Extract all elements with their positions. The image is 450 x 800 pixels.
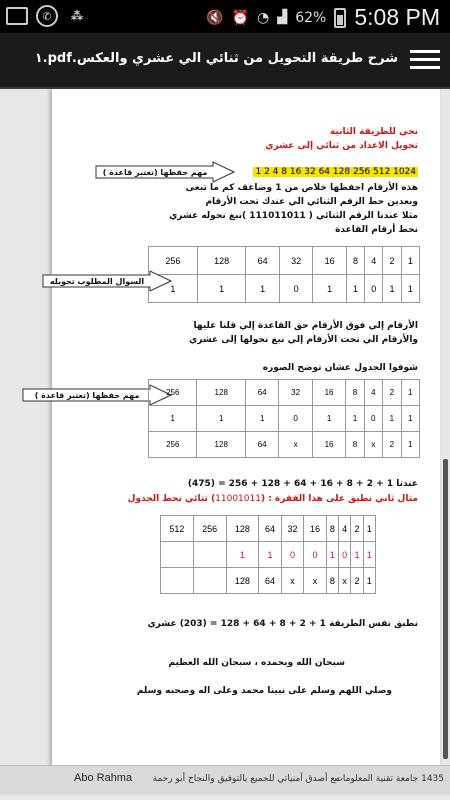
table-cell: 0: [364, 406, 382, 432]
table-cell: 2: [351, 568, 363, 594]
table3-result-row: [161, 568, 376, 594]
alarm-icon: ⏰: [231, 9, 249, 26]
signal-icon: ▟: [277, 10, 288, 25]
example-number: 11001011: [215, 494, 261, 504]
table-cell: 1: [245, 406, 278, 432]
pdf-page[interactable]: [34, 89, 440, 769]
whatsapp-icon: ✆: [36, 5, 58, 27]
document-title: شرح طريقة التحويل من ثنائي الي عشري والعكس.pdf.١: [34, 51, 398, 66]
table-cell: 128: [197, 247, 246, 275]
table2-powers-row: [149, 380, 420, 406]
table-cell: 1: [197, 406, 245, 432]
table-cell: 1: [401, 432, 420, 458]
table1-powers-row: [149, 247, 420, 275]
table-cell: 256: [149, 432, 197, 458]
status-bar: [0, 0, 450, 33]
table-cell: 1: [351, 542, 363, 568]
closing-line-1: سبحان الله وبحمده ، سبحان الله العظيم: [168, 658, 345, 668]
table-cell: 64: [259, 568, 282, 594]
table-cell: 8: [326, 516, 338, 542]
bbm-icon: ⁂: [70, 9, 84, 23]
text-line-e: الأرقام إلي فوق الأرقام حق القاعدة إلي قلنا عليها: [193, 321, 418, 331]
table-cell: 1: [346, 406, 364, 432]
table-cell: 8: [346, 380, 364, 406]
table-cell: 16: [304, 516, 327, 542]
table-cell: 1: [383, 275, 401, 303]
table2-binary-row: [149, 406, 420, 432]
table-cell: 1: [197, 275, 246, 303]
mute-icon: 🔇: [206, 9, 224, 26]
wifi-icon: ◔: [257, 9, 270, 26]
table-cell: 64: [245, 380, 278, 406]
arrow-label-3: مهم حفظها (تعتبر قاعدة ): [34, 390, 140, 400]
arrow-callout-2: [42, 270, 172, 292]
table-cell: 2: [383, 380, 401, 406]
table-cell: 128: [226, 516, 259, 542]
table-cell: 256: [149, 380, 197, 406]
app-title-bar: [0, 33, 450, 89]
table-cell: 0: [365, 275, 383, 303]
table-cell: 32: [281, 516, 304, 542]
table-cell: 1: [383, 406, 401, 432]
table-cell: x: [339, 568, 351, 594]
binary-table-3: [160, 515, 376, 594]
table-cell: 64: [246, 247, 279, 275]
table-cell: 1: [401, 380, 420, 406]
table-cell: 128: [197, 432, 245, 458]
table-cell: 1: [346, 275, 364, 303]
table-cell: [161, 568, 194, 594]
table-cell: 1: [363, 568, 375, 594]
table-cell: x: [281, 568, 304, 594]
table-cell: 0: [279, 275, 312, 303]
table-cell: 256: [149, 247, 198, 275]
battery-icon: [334, 8, 346, 28]
text-line-b: وبعدين حط الرقم الثنائي الي عندك تحت الأرقام: [205, 197, 418, 207]
text-line-d: نحط أرقام القاعدة: [335, 225, 418, 235]
sum-line: عندنا 1 + 2 + 8 + 16 + 64 + 128 + 256 = (475): [187, 479, 418, 489]
heading-binary-to-decimal: تحويل الاعداد من ثنائي إلى عشري: [265, 141, 418, 151]
table-cell: x: [279, 432, 312, 458]
menu-icon[interactable]: [410, 45, 440, 75]
clock: 5:08 PM: [354, 4, 440, 30]
table-cell: 64: [245, 432, 278, 458]
table-cell: 8: [326, 568, 338, 594]
table-cell: [193, 568, 226, 594]
table-cell: 16: [312, 380, 345, 406]
table-cell: 0: [304, 542, 327, 568]
text-line-c: مثلا عندنا الرقم الثنائي ( 111011011 )نبغ نحوله عشري: [169, 211, 418, 221]
footer-author: Abo Rahma: [74, 772, 133, 784]
table-cell: 1: [259, 542, 282, 568]
table-cell: 64: [259, 516, 282, 542]
powers-line: [253, 167, 418, 177]
scrollbar[interactable]: [443, 459, 448, 759]
table3-binary-row: [161, 542, 376, 568]
table2-result-row: [149, 432, 420, 458]
arrow-label-2: السوال المطلوب تحويله: [49, 276, 145, 286]
text-line-f: والأرقام الي تحت الأرقام إلي نبغ نحولها إلى عشري: [189, 335, 418, 345]
table-cell: 2: [351, 516, 363, 542]
table-cell: 1: [326, 542, 338, 568]
table-cell: 1: [149, 275, 198, 303]
table-cell: 1: [401, 275, 419, 303]
table-cell: 0: [339, 542, 351, 568]
battery-percent: 62%: [295, 9, 327, 26]
table-cell: 4: [339, 516, 351, 542]
page-footer: [0, 765, 450, 795]
table-cell: 256: [193, 516, 226, 542]
table-cell: 8: [346, 432, 364, 458]
text-line-a: هذه الأرقام احفظها خلاص من 1 وضاعف كم ما تبغى: [185, 183, 418, 193]
closing-line-2: وصلي اللهم وسلم على نبينا محمد وعلى اله وصحبه وسلم: [136, 686, 392, 696]
heading-method-two: نجي للطريقة الثانية: [329, 127, 418, 137]
table-cell: 128: [226, 568, 259, 594]
table-cell: 32: [279, 247, 312, 275]
text-line-g: شوفوا الجدول عشان توضح الصوره: [262, 363, 418, 373]
table-cell: 512: [161, 516, 194, 542]
example-prefix: مثال ثاني نطبق على هذا الفقرة : (: [260, 494, 418, 504]
example-line: [128, 494, 418, 504]
table-cell: 1: [246, 275, 279, 303]
binary-table-2: [148, 379, 420, 458]
table-cell: 1: [401, 247, 419, 275]
table-cell: 128: [197, 380, 245, 406]
footer-wishes: مع أصدق أمنياتي للجميع بالتوفيق والنجاح أبو رحمة: [152, 774, 340, 784]
table-cell: 1: [363, 542, 375, 568]
binary-table-1: [148, 246, 420, 303]
table-cell: 1: [363, 516, 375, 542]
table-cell: 16: [312, 432, 345, 458]
powers-highlight: 1024 512 256 128 64 32 16 8 4 2 1: [255, 167, 416, 177]
table-cell: 1: [226, 542, 259, 568]
table3-powers-row: [161, 516, 376, 542]
footer-university: 1435 جامعة تقنية المعلومات: [334, 774, 444, 784]
table-cell: 1: [149, 406, 197, 432]
table-cell: 2: [383, 432, 401, 458]
table-cell: 0: [281, 542, 304, 568]
picture-icon: [6, 7, 28, 25]
table-cell: 0: [279, 406, 312, 432]
table-cell: 1: [313, 275, 346, 303]
system-icons: [206, 4, 440, 31]
table-cell: [193, 542, 226, 568]
table-cell: 4: [365, 247, 383, 275]
result-line: نطبق نفس الطريقة 1 + 2 + 8 + 64 + 128 = (203) عشري: [147, 619, 418, 629]
arrow-label-1: مهم حفظها (تعتبر قاعدة ): [102, 167, 208, 177]
table-cell: 32: [279, 380, 312, 406]
table-cell: 16: [313, 247, 346, 275]
table-cell: x: [304, 568, 327, 594]
table-cell: 1: [401, 406, 420, 432]
table-cell: 2: [383, 247, 401, 275]
example-suffix: ) ثنائي نحط الجدول: [127, 494, 216, 504]
table1-binary-row: [149, 275, 420, 303]
table-cell: x: [364, 432, 382, 458]
arrow-callout-1: [95, 161, 235, 183]
table-cell: 8: [346, 247, 364, 275]
notification-icons: [6, 5, 88, 27]
table-cell: 1: [312, 406, 345, 432]
table-cell: 4: [364, 380, 382, 406]
document-viewer[interactable]: [0, 89, 450, 800]
table-cell: [161, 542, 194, 568]
